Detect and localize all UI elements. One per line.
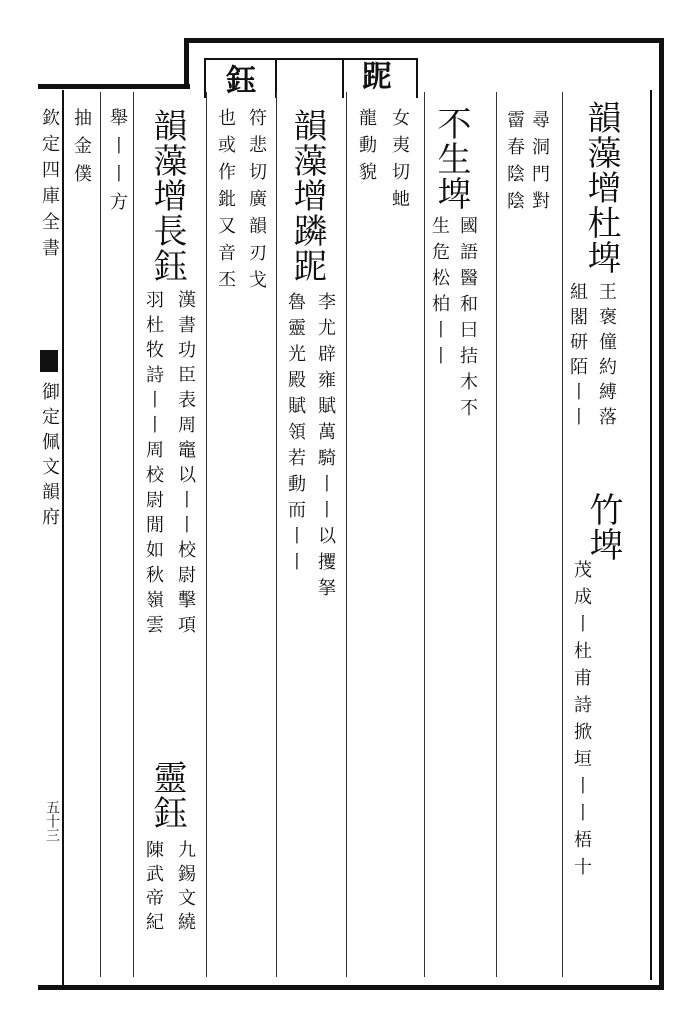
- entry-text: 抽金僕: [71, 108, 92, 192]
- entry-note: 羽杜牧詩丨丨周校尉閒如秋嶺雲: [143, 290, 164, 640]
- entry-head: 竹埤: [583, 492, 623, 562]
- margin-page-number: 五十三: [44, 800, 60, 842]
- tab-box-mid2-border: [342, 58, 344, 98]
- entry-text: 尋洞門對: [529, 110, 550, 218]
- frame-inner-right: [650, 90, 652, 980]
- frame-tab-outline-left: [184, 38, 189, 89]
- entry-note: 魯靈光殿賦領若動而丨丨: [285, 292, 306, 578]
- frame-margin-rule: [62, 90, 64, 985]
- entry-note: 組閣研陌丨丨: [567, 282, 588, 432]
- entry-note: 國語醫和曰拮木不: [457, 216, 478, 424]
- entry-text: 也或作鈚又音丕: [215, 108, 236, 297]
- column-divider: [562, 92, 563, 977]
- entry-head: 韻藻增蹸跜: [287, 108, 327, 283]
- entry-note: 李尤辟雍賦萬騎丨丨以攫拏: [315, 292, 336, 604]
- tab-box-right-border: [416, 58, 418, 98]
- entry-head: 靈鈺: [147, 760, 187, 830]
- column-divider: [206, 92, 207, 977]
- entry-text: 舉丨丨方: [107, 108, 128, 220]
- frame-right: [659, 38, 664, 990]
- margin-volume-title: 御定佩文韻府: [39, 382, 60, 532]
- entry-text: 霤春陰陰: [504, 110, 525, 218]
- frame-bottom: [38, 985, 664, 990]
- entry-head: 不生埤: [431, 106, 471, 211]
- tab-char-right: 跜: [356, 60, 391, 90]
- entry-note: 陳武帝紀: [143, 840, 164, 936]
- entry-note: 王褒僮約縛落: [596, 282, 617, 432]
- tab-char-left: 鈺: [220, 64, 255, 94]
- column-divider: [346, 92, 347, 977]
- entry-text: 女夷切虵: [389, 108, 410, 216]
- frame-tab-outline-top: [184, 38, 436, 43]
- column-divider: [133, 92, 134, 977]
- column-divider: [496, 92, 497, 977]
- frame-top-left: [38, 84, 190, 89]
- entry-note: 茂成丨杜甫詩掀垣丨丨梧十: [571, 560, 592, 884]
- entry-note: 漢書功臣表周竈以丨丨校尉擊項: [175, 290, 196, 640]
- column-divider: [424, 92, 425, 977]
- entry-text: 符悲切廣韻刃戈: [246, 108, 267, 297]
- entry-head: 韻藻增長鈺: [147, 108, 187, 283]
- entry-text: 龍動貌: [356, 108, 377, 189]
- entry-head: 韻藻增杜埤: [581, 100, 621, 275]
- margin-fishtail: [40, 350, 58, 372]
- entry-note: 九錫文繞: [175, 840, 196, 936]
- margin-book-title: 欽定四庫全書: [39, 108, 60, 264]
- entry-note: 生危松柏丨丨: [429, 216, 450, 372]
- column-divider: [100, 92, 101, 977]
- frame-top-right: [432, 38, 664, 43]
- column-divider: [276, 92, 277, 977]
